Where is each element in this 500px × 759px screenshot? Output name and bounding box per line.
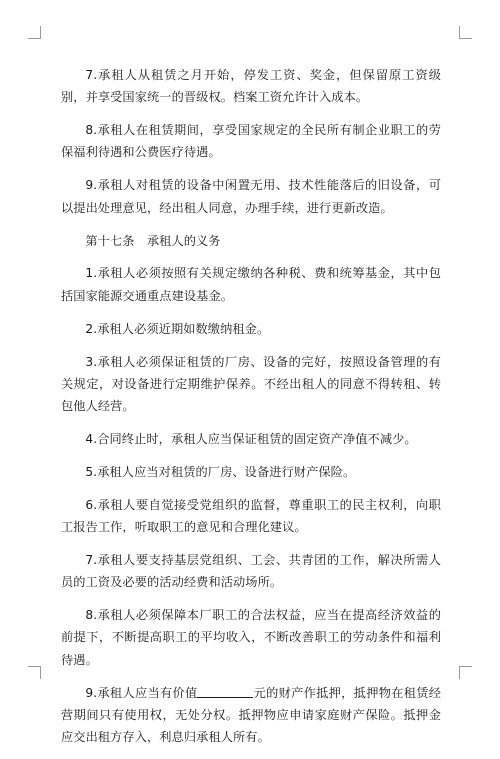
collateral-text-after: 元的财产作抵押，抵押物在租赁经营期间只有使用权，无处分权。抵押物应申请家庭财产保险。抵押金应交出租方存入，利息归承租人所有。 xyxy=(61,685,441,745)
crop-mark-top-left xyxy=(28,26,41,39)
article-17-heading: 第十七条 承租人的义务 xyxy=(85,233,221,248)
obligation-4-assets: 4.合同终止时，承租人应当保证租赁的固定资产净值不减少。 xyxy=(85,432,417,447)
paragraph-7-salary: 7.承租人从租赁之月开始，停发工资、奖金，但保留原工资级别，并享受国家统一的晋级权。档案工资允许计入成本。 xyxy=(61,68,441,105)
obligation-6-supervision: 6.承租人要自觉接受党组织的监督，尊重职工的民主权利，向职工报告工作，听取职工的意见和合理化建议。 xyxy=(61,497,441,535)
value-blank-line[interactable] xyxy=(197,685,253,698)
paragraph-9-equipment: 9.承租人对租赁的设备中闲置无用、技术性能落后的旧设备，可以提出处理意见，经出租人同意，办理手续，进行更新改造。 xyxy=(61,178,441,215)
crop-mark-bottom-left xyxy=(28,666,41,679)
obligation-7-support: 7.承租人要支持基层党组织、工会、共青团的工作，解决所需人员的工资及必要的活动经费和活动场所。 xyxy=(61,552,441,590)
crop-mark-bottom-right xyxy=(459,666,472,679)
document-body xyxy=(61,64,441,759)
obligation-3-maintenance: 3.承租人必须保证租赁的厂房、设备的完好，按照设备管理的有关规定，对设备进行定期维护保养。不经出租人的同意不得转租、转包他人经营。 xyxy=(61,354,441,414)
obligation-1-taxes: 1.承租人必须按照有关规定缴纳各种税、费和统筹基金，其中包括国家能源交通重点建设基金。 xyxy=(61,266,441,303)
collateral-text-before: 9.承租人应当有价值 xyxy=(85,685,198,700)
crop-mark-top-right xyxy=(459,26,472,39)
obligation-8-rights: 8.承租人必须保障本厂职工的合法权益，应当在提高经济效益的前提下，不断提高职工的平均收入，不断改善职工的劳动条件和福利待遇。 xyxy=(61,608,441,667)
obligation-2-rent: 2.承租人必须近期如数缴纳租金。 xyxy=(85,321,270,336)
obligation-9-collateral xyxy=(61,682,441,749)
obligation-5-insurance: 5.承租人应当对租赁的厂房、设备进行财产保险。 xyxy=(85,464,356,479)
paragraph-8-welfare: 8.承租人在租赁期间，享受国家规定的全民所有制企业职工的劳保福利待遇和公费医疗待遇。 xyxy=(61,123,441,160)
